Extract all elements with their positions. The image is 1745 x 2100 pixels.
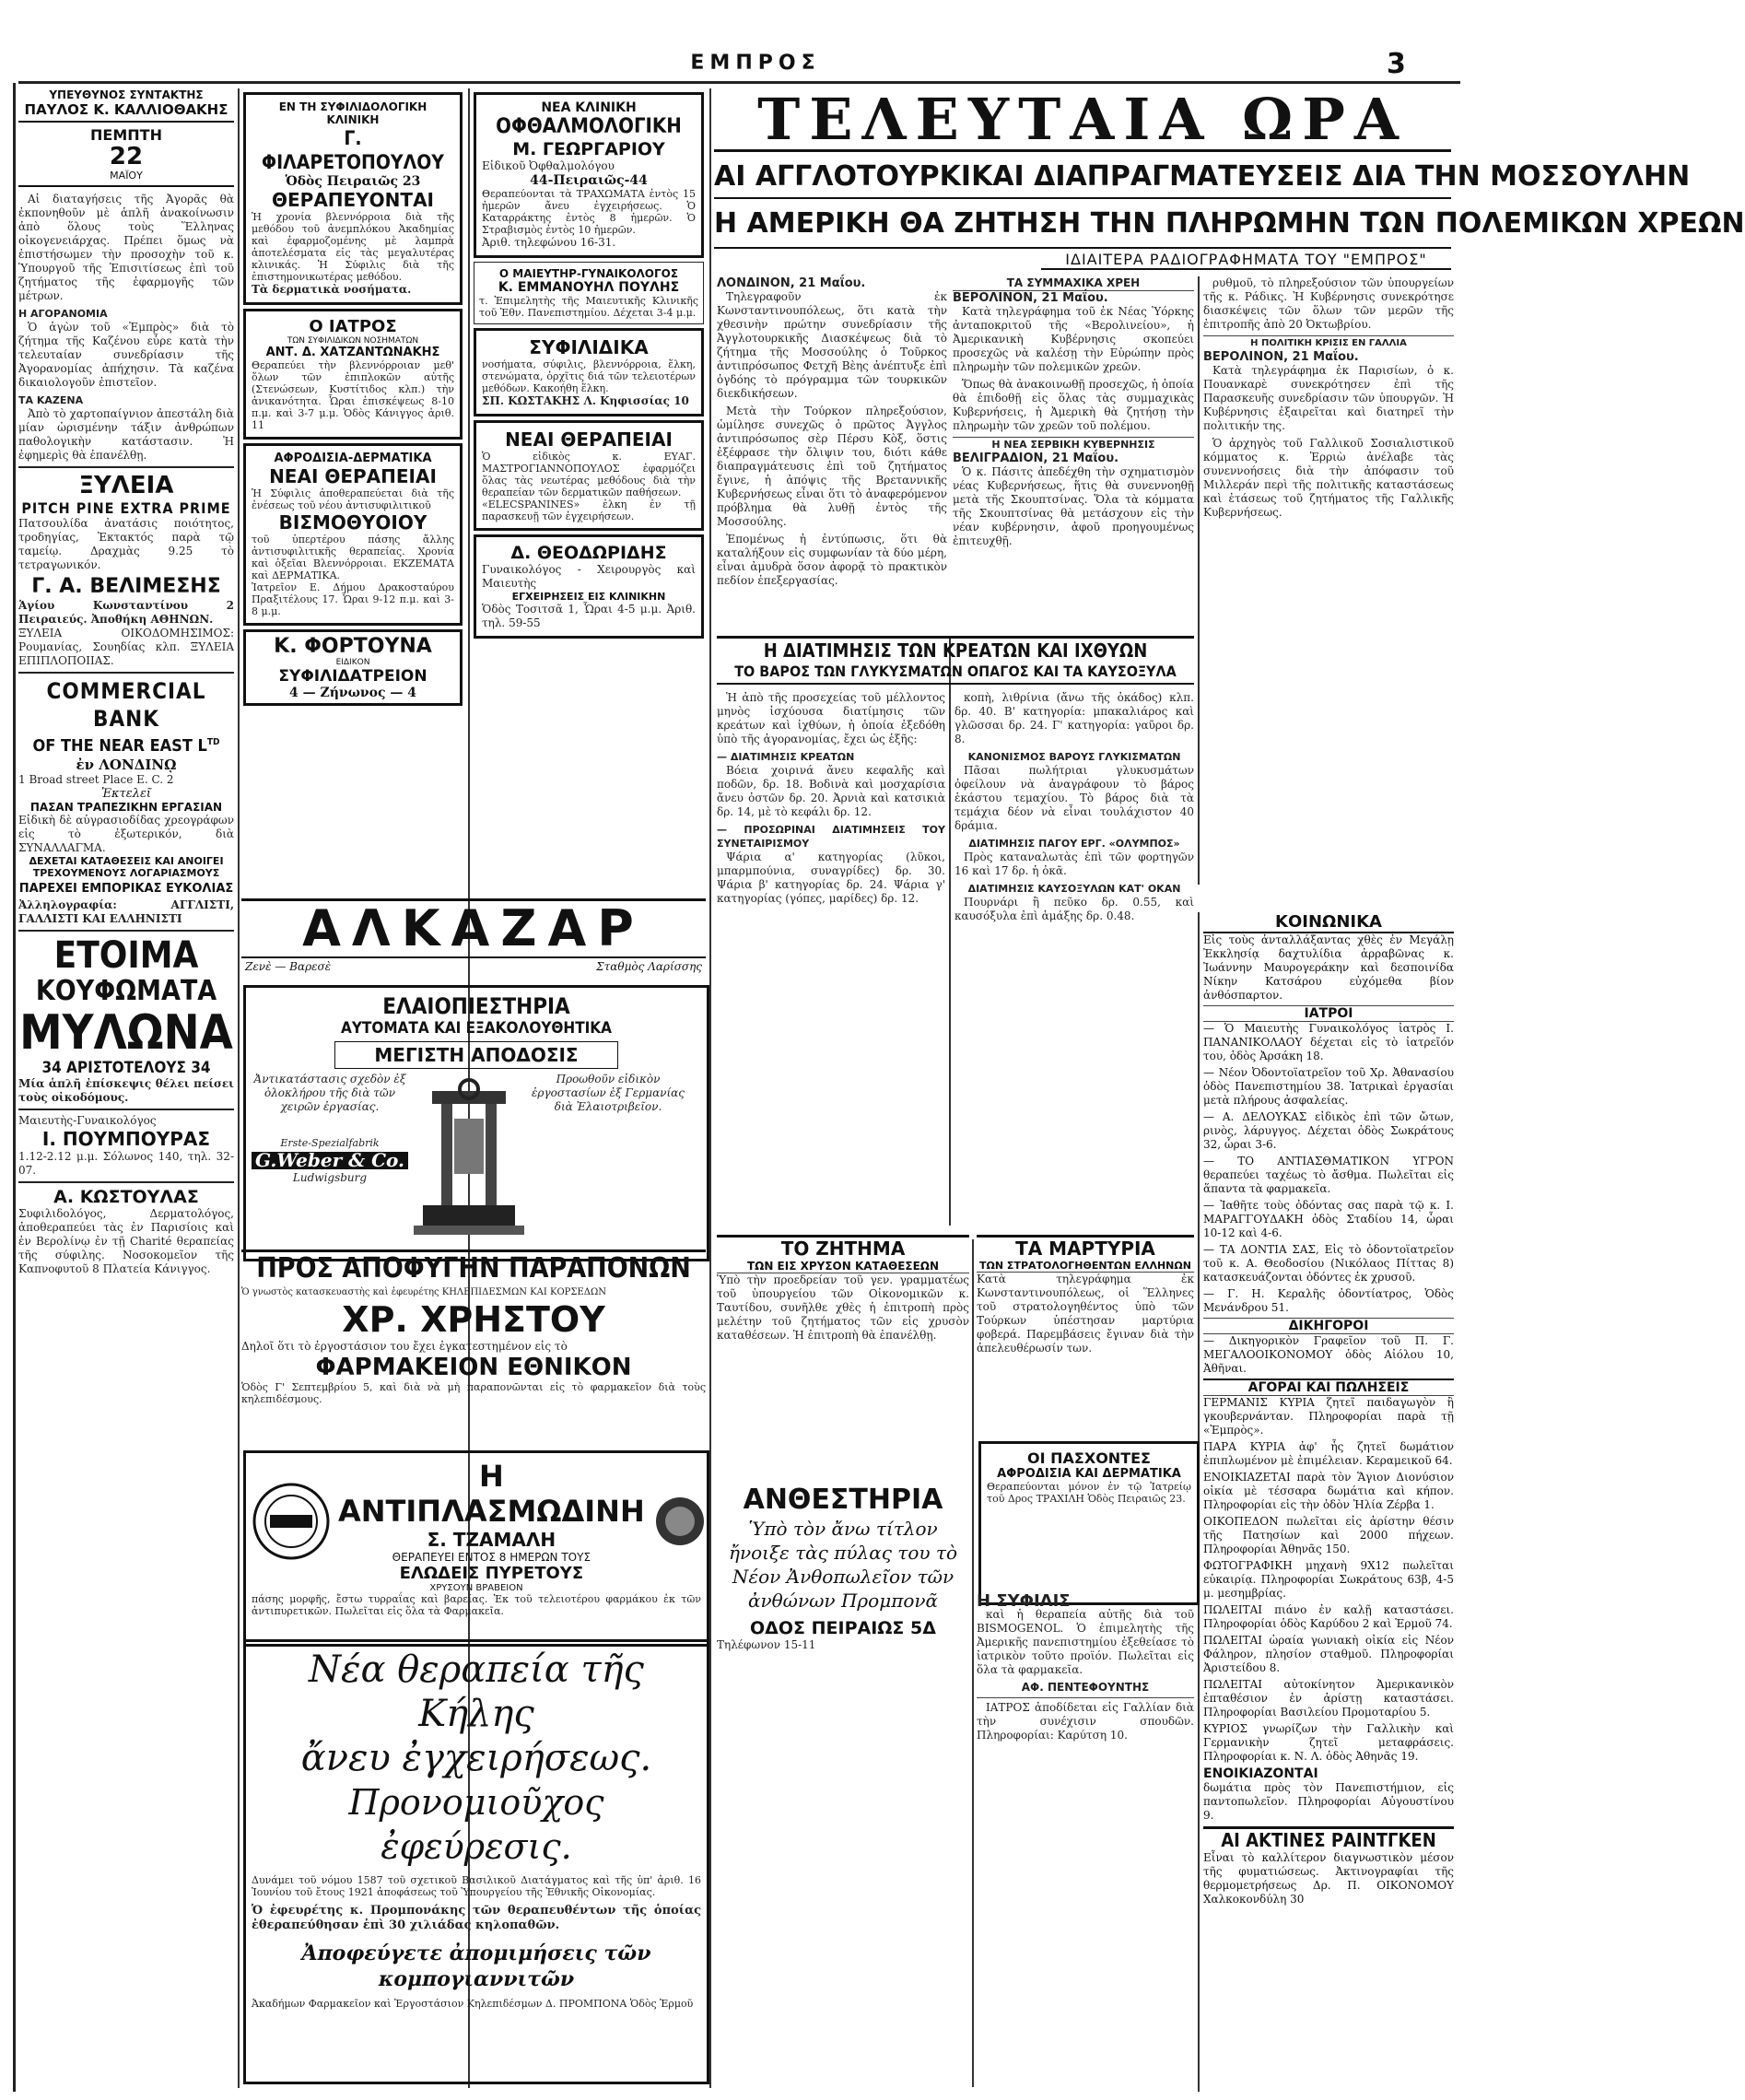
belimesis-text: ΞΥΛΕΙΑ ΟΙΚΟΔΟΜΗΣΙΜΟΣ: Ρουμανίας, Σουηδίας κλπ. ΞΥΛΕΙΑ ΕΠΙΠΛΟΠΟΙΙΑΣ.: [18, 627, 234, 667]
clinic-cure: ΘΕΡΑΠΕΥΟΝΤΑΙ: [272, 189, 434, 211]
aphrodisia-title: ΑΦΡΟΔΙΣΙΑ-ΔΕΡΜΑΤΙΚΑ: [274, 452, 432, 465]
market-listing: ΦΩΤΟΓΡΑΦΙΚΗ μηχανὴ 9Χ12 πωλεῖται εὐκαιρίᾳ. Πληροφορίαι Σωκράτους 63β, 4-5 μ. μεσημβρίας.: [1203, 1559, 1454, 1600]
article-paragraph: Ὁ ἀρχηγὸς τοῦ Γαλλικοῦ Σοσιαλιστικοῦ κόμματος κ. Ἐρριὼ ἀνέλαβε τὰς συνεννοήσεις διὰ τὴν ἀπόφασιν τοῦ Μιλλεράν περὶ τῆς πολιτικῆς καταστάσεως καὶ ἐτάσεως τοῦ ζητήματος τῆς Γαλλικῆς Κυβερνήσεως.: [1203, 437, 1454, 519]
ready-line-2: ΚΟΥΦΩΜΑΤΑ: [35, 975, 217, 1007]
rent-text: δωμάτια πρὸς τὸν Πανεπιστήμιον, εἰς παντοπωλεῖον. Πληροφορίαι Αὐγουστίνου 9.: [1203, 1781, 1454, 1822]
antiplasmodini-name: Σ. ΤΖΑΜΑΛΗ: [427, 1529, 556, 1551]
fortouna-address: 4 — Ζήνωνος — 4: [289, 686, 416, 700]
lawyers-title: ΔΙΚΗΓΟΡΟΙ: [1203, 1318, 1454, 1334]
aphrodisia-text: τοῦ ὑπερτέρου πάσης ἄλλης ἀντισυφιλιτικῆς θεραπείας. Χρονία καὶ ὀξεῖαι Βλεννόρροιαι. ΕΚΖΕΜΑΤΑ καὶ ΔΕΡΜΑΤΙΚΑ.: [252, 534, 454, 581]
aphrodisia-ad: [243, 443, 463, 626]
meat-subheading: — ΔΙΑΤΙΜΗΣΙΣ ΚΡΕΑΤΩΝ: [717, 751, 855, 763]
article-paragraph: Πᾶσαι πωλήτριαι γλυκυσμάτων ὀφείλουν νὰ ἀναγράφουν τὸ βάρος ἑκάστου τεμαχίου. Τὸ βάρος διὰ τὰ τεμάχια δέον νὰ εἶναι τουλάχιστον 40 δράμια.: [954, 764, 1194, 832]
theodoridis-address: Ὁδὸς Τοσιτσᾶ 1, Ὧραι 4-5 μ.μ. Ἀριθ. τηλ. 59-55: [482, 603, 696, 629]
meat-subtitle: ΤΟ ΒΑΡΟΣ ΤΩΝ ΓΛΥΚΥΣΜΑΤΩΝ ΟΠΑΓΟΣ ΚΑΙ ΤΑ ΚΑΥΣΟΞΥΛΑ: [717, 663, 1194, 685]
olive-city: Ludwigsburg: [292, 1171, 368, 1184]
alkazar-title: ΑΛΚΑΖΑΡ: [241, 898, 706, 958]
banner-headline-1: ΑΙ ΑΓΓΛΟΤΟΥΡΚΙΚΑΙ ΔΙΑΠΡΑΓΜΑΤΕΥΣΕΙΣ ΔΙΑ ΤΗΝ ΜΟΣΣΟΥΛΗΝ: [714, 157, 1451, 199]
divider: [18, 1109, 234, 1110]
banner-headline-2: Η ΑΜΕΡΙΚΗ ΘΑ ΖΗΤΗΣΗ ΤΗΝ ΠΛΗΡΩΜΗΝ ΤΩΝ ΠΟΛΕΜΙΚΩΝ ΧΡΕΩΝ: [714, 201, 1451, 249]
serb-title: Η ΝΕΑ ΣΕΡΒΙΚΗ ΚΥΒΕΡΝΗΣΙΣ: [953, 437, 1194, 452]
left-margin-rule: [13, 83, 16, 2092]
syphilis-article: [977, 1591, 1194, 2036]
eye-clinic-phone: Ἀριθ. τηλεφώνου 16-31.: [482, 236, 616, 249]
bank-correspondence: Ἀλληλογραφία: ΑΓΓΛΙΣΤΙ, ΓΑΛΛΙΣΤΙ ΚΑΙ ΕΛΛΗΝΙΣΤΙ: [18, 898, 234, 925]
sufferers-ad: [978, 1441, 1200, 1605]
market-listing: ΕΝΟΙΚΙΑΖΕΤΑΙ παρὰ τὸν Ἅγιον Διονύσιον οἰκία μὲ τέσσαρα δωμάτια καὶ κήπον. Πληροφορίαι εἰς τὴν ὁδὸν Ἠλία Ζέρβα 1.: [1203, 1471, 1454, 1511]
olive-left-text: [252, 1073, 408, 1185]
antiplasmodini-text: πάσης μορφῆς, ἔστω τυρραΐας καὶ βαρείας. Ἐκ τοῦ τελειοτέρου φαρμάκου ἐκ τῶν ἀντιπυρετικῶν. Πωλεῖται εἰς ὅλα τὰ Φαρμακεῖα.: [252, 1593, 701, 1617]
bank-of: OF THE: [32, 736, 94, 756]
hernia-ad: [243, 1639, 709, 2084]
aphrodisia-doctor: Ἰατρεῖον Ε. Δήμου Δρακοσταύρου Πραξιτέλους 17. Ὧραι 9-12 π.μ. καὶ 3-8 μ.μ.: [252, 581, 454, 617]
olive-press-ad: [243, 985, 709, 1261]
bank-credit: ΠΑΡΕΧΕΙ ΕΜΠΟΡΙΚΑΣ ΕΥΚΟΛΙΑΣ: [18, 882, 234, 896]
antiplasmodini-ad: [243, 1450, 709, 1647]
editor-name: ΠΑΥΛΟΣ Κ. ΚΑΛΛΙΟΘΑΚΗΣ: [18, 101, 234, 123]
column-rule-4a: [949, 636, 951, 1226]
clinic-address: Ὁδὸς Πειραιῶς 23: [285, 174, 421, 189]
fish-subheading: — ΠΡΟΣΩΡΙΝΑΙ ΔΙΑΤΙΜΗΣΕΙΣ ΤΟΥ ΣΥΝΕΤΑΙΡΙΣΜΟΥ: [717, 824, 945, 850]
fortouna-pub: ΕΙΔΙΚΟΝ: [335, 658, 370, 667]
hernia-avoid: Ἀποφεύγετε ἀπομιμήσεις τῶν κομπογιαννιτῶν: [301, 1942, 651, 1991]
ready-line-1: ΕΤΟΙΜΑ: [53, 934, 199, 977]
bank-city: ἐν ΛΟΝΔΙΝῼ: [76, 757, 177, 773]
olive-body: [252, 1073, 701, 1238]
column-rule-1: [238, 88, 240, 2088]
clinic-pre: ΕΝ ΤΗ ΣΥΦΙΛΙΔΟΛΟΓΙΚΗ ΚΛΙΝΙΚΗ: [278, 100, 427, 126]
social-text: Εἰς τοὺς ἀνταλλάξαντας χθὲς ἐν Μεγάλῃ Ἐκκλησίᾳ δαχτυλίδια ἀρραβῶνας κ. Ἰωάννην Μαυρογεράκην καὶ δεσποινίδα Νίκην Κατσάρου εὐχόμεθα βίον ἀνθόσπαρτον.: [1203, 933, 1454, 1002]
olive-press-machine-icon: [414, 1073, 524, 1238]
bank-region: [18, 733, 234, 757]
bank-ektele: Ἐκτελεῖ: [100, 787, 152, 801]
column-rule-4b: [972, 1239, 974, 2087]
article-paragraph: Τηλεγραφοῦν ἐκ Κωνσταντινουπόλεως, ὅτι κατὰ τὴν χθεσινὴν πρώτην συνεδρίασιν τῆς Ἀγγλοτουρκικῆς Διασκέψεως διὰ τὸ ζήτημα τῆς Μοσσούλης ὁ Τοῦρκος ἀντιπρόσωπος Φετχῆ Βὲης ἀνέπτυξε ἐπὶ ὀγδόης τὸ πρόγραμμα τῶν τουρκικῶν διεκδικήσεων.: [717, 290, 947, 400]
anthestiria-title: ΑΝΘΕΣΤΗΡΙΑ: [743, 1484, 943, 1516]
kostoulas-name: Α. ΚΩΣΤΟΥΛΑΣ: [53, 1187, 199, 1207]
belgrade-dateline: ΒΕΛΙΓΡΑΔΙΟΝ, 21 Μαΐου.: [953, 452, 1119, 465]
anthestiria-phone: Τηλέφωνον 15-11: [717, 1638, 816, 1651]
article-paragraph: Ὁ κ. Πάσιτς ἀπεδέχθη τὴν σχηματισμὸν νέας Κυβερνήσεως, ἥτις θὰ συνεννοηθῇ μετὰ τῆς Σκουπτσίνας. Ὅλα τὰ κόμματα τῆς Σκουπτσίνας θὰ μετάσχουν εἰς τὴν νέαν κυβέρνησιν, ἀφοῦ προηγουμένως ἐπιτευχθῇ.: [953, 465, 1194, 547]
antiplasmodini-fever: ΕΛΩΔΕΙΣ ΠΥΡΕΤΟΥΣ: [399, 1564, 584, 1583]
bank-name: COMMERCIAL BANK: [46, 678, 206, 732]
divider: [977, 1697, 1194, 1698]
iatros-text: Θεραπεύει τὴν βλεννόρροιαν μεθ' ὅλων τῶν ἐπιπλοκῶν αὐτῆς (Στενώσεων, Κυστίτιδος κλπ.) τὴν ἀνικανότητα. Ὧραι ἐπισκέψεως 8-10 π.μ. καὶ 3-7 μ.μ. Ὁδὸς Κάνιγγος ἀριθ. 11: [252, 359, 454, 431]
ice-subheading: ΔΙΑΤΙΜΗΣΙΣ ΠΑΓΟΥ ΕΡΓ. «ΟΛΥΜΠΟΣ»: [968, 838, 1180, 850]
syfilidika-ad: [474, 328, 704, 416]
poumbouras-hours: 1.12-2.12 μ.μ. Σόλωνος 140, τηλ. 32-07.: [18, 1150, 234, 1177]
bank-ltd: TD: [206, 737, 220, 747]
alkazar-subline: [241, 958, 706, 975]
market-listing: ΟΙΚΟΠΕΔΟΝ πωλεῖται εἰς ἀρίστην θέσιν τῆς Πατησίων καὶ 2000 πήχεων. Πληροφορίαι Ἀθηνᾶς 150.: [1203, 1515, 1454, 1555]
new-therapies-foot: «ELECSPANINES» ἐλκη ἐν τῇ παρασκευῇ τῶν ἐγχειρήσεων.: [482, 499, 696, 522]
meat-right-column: [954, 691, 1194, 1221]
bank-deposits: ΔΕΧΕΤΑΙ ΚΑΤΑΘΕΣΕΙΣ ΚΑΙ ΑΝΟΙΓΕΙ ΤΡΕΧΟΥΜΕΝΟΥΣ ΛΟΓΑΡΙΑΣΜΟΥΣ: [29, 855, 224, 879]
sufferers-text: Θεραπεύονται μόνον ἐν τῷ Ἰατρείῳ τοῦ Δρος ΤΡΑΧΙΛΗ Ὁδὸς Πειραιῶς 23.: [987, 1481, 1191, 1505]
market-listing: ΚΥΡΙΟΣ γνωρίζων τὴν Γαλλικὴν καὶ Γερμανικὴν ζητεῖ μεταφράσεις. Πληροφορίαι κ. Ν. Λ. ὁδὸς Ἀθηνᾶς 19.: [1203, 1722, 1454, 1763]
article-paragraph: Πρὸς καταναλωτὰς ἐπὶ τῶν φορτηγῶν 16 καὶ 17 δρ. ἡ ὀκᾶ.: [954, 851, 1194, 877]
alkazar-left: Ζενὲ — Βαρεσὲ: [245, 960, 332, 973]
banner-subtitle: ΙΔΙΑΙΤΕΡΑ ΡΑΔΙΟΓΡΑΦΗΜΑΤΑ ΤΟΥ "ΕΜΠΡΟΣ": [1041, 251, 1451, 270]
kostoulas-text: Συφιλιδολόγος, Δερματολόγος, ἀποθεραπεύει τὰς ἐν Παρισίοις καὶ ἐν Βερολίνῳ ἐν τῇ Charité θεραπείας τῆς σύφιλης. Νοσοκομεῖον τῆς Καπνοφυτοῦ 8 Πλατεία Κάνιγγος.: [18, 1207, 234, 1275]
antiplasmodini-cure: ΘΕΡΑΠΕΥΕΙ ΕΝΤΟΣ 8 ΗΜΕΡΩΝ ΤΟΥΣ: [392, 1551, 591, 1564]
article-paragraph: Πουρνάρι ἢ πεῦκο δρ. 0.55, καὶ καυσόξυλα ἐπὶ ἁμάξης δρ. 0.48.: [954, 896, 1194, 922]
french-crisis-dispatch: [1203, 276, 1454, 885]
syfilidika-doctor: ΣΠ. ΚΩΣΤΑΚΗΣ Λ. Κηφισσίας 10: [482, 394, 689, 407]
sufferers-line-1: ΟΙ ΠΑΣΧΟΝΤΕΣ: [1027, 1449, 1151, 1467]
market-title: ΑΓΟΡΑΙ ΚΑΙ ΠΩΛΗΣΕΙΣ: [1203, 1378, 1454, 1396]
pine-ad-title: ΞΥΛΕΙΑ: [78, 472, 174, 499]
divider: [18, 930, 234, 932]
doctor-listing: — ΤΑ ΔΟΝΤΙΑ ΣΑΣ, Εἰς τὸ ὀδοντοϊατρεῖον τοῦ κ. Α. Θεοδοσίου (Νικόλαος Πίττας 8) κατασκευάζονται ὀδόντες ἐκ χρυσοῦ.: [1203, 1243, 1454, 1284]
clinic-filaretopoulou-ad: [243, 92, 463, 305]
syphilis-foot: ΑΦ. ΠΕΝΤΕΦΟΥΝΤΗΣ: [1021, 1681, 1150, 1694]
eye-clinic-address: 44-Πειραιῶς-44: [530, 173, 648, 188]
belimesis-name: Γ. Α. ΒΕΛΙΜΕΣΗΣ: [31, 575, 221, 598]
antiplasmodini-title: Η ΑΝΤΙΠΛΑΣΜΩΔΙΝΗ: [338, 1459, 645, 1529]
gyn-label: Ο ΜΑΙΕΥΤΗΡ-ΓΥΝΑΙΚΟΛΟΓΟΣ: [498, 267, 679, 280]
meat-title: Η ΔΙΑΤΙΜΗΣΙΣ ΤΩΝ ΚΡΕΑΤΩΝ ΚΑΙ ΙΧΘΥΩΝ: [763, 639, 1148, 662]
new-therapies-text: Ὁ εἰδικὸς κ. ΕΥΑΓ. ΜΑΣΤΡΟΓΙΑΝΝΟΠΟΥΛΟΣ ἐφαρμόζει ὅλας τὰς νεωτέρας μεθόδους διὰ τὴν θεραπείαν τῶν δερματικῶν παθήσεων.: [482, 451, 696, 499]
article-paragraph: ΙΑΤΡΟΣ ἀποδίδεται εἰς Γαλλίαν διὰ τὴν συνέχισιν σπουδῶν. Πληροφορίαι: Καρύτση 10.: [977, 1701, 1194, 1742]
gold-title: ΤΟ ΖΗΤΗΜΑ: [780, 1238, 906, 1260]
aphrodisia-drug: ΒΙΣΜΟΘΥΟΙΟΥ: [278, 511, 427, 534]
witness-title: ΤΑ ΜΑΡΤΥΡΙΑ: [1015, 1238, 1155, 1260]
column-1-article: [18, 193, 234, 463]
clinic-foot: Τὰ δερματικὰ νοσήματα.: [252, 283, 412, 296]
gold-deposits-article: [717, 1235, 969, 1462]
article-paragraph: Ὅπως θὰ ἀνακοινωθῇ προσεχῶς, ἡ ὁποία θὰ ἐπιδοθῇ εἰς ὅλας τὰς συμμαχικὰς Κυβερνήσεις, ἡ Ἀμερικὴ θὰ ζητήσῃ τὴν πληρωμὴν τῶν χρεῶν τοῦ πολέμου.: [953, 378, 1194, 432]
article-paragraph: Ἡ ἀπὸ τῆς προσεχείας τοῦ μέλλοντος μηνὸς ἰσχύουσα διατίμησις τῶν κρεάτων καὶ ἰχθύων, ἡ ὁποία ἐξεδόθη ὑπὸ τῆς ἀγορανομίας, ἔχει ὡς ἑξῆς:: [717, 691, 945, 745]
bank-near-east: NEAR EAST L: [99, 736, 207, 756]
doctor-listing: — Ἰαθῆτε τοὺς ὀδόντας σας παρὰ τῷ κ. Ι. ΜΑΡΑΓΓΟΥΔΑΚΗ ὁδὸς Σταδίου 14, ὧραι 10-12 καὶ 4-6.: [1203, 1199, 1454, 1239]
iatros-label: Ο ΙΑΤΡΟΣ: [309, 317, 397, 336]
divider: [18, 466, 234, 468]
berlin-dateline: ΒΕΡΟΛΙΝΟΝ, 21 Μαΐου.: [953, 291, 1108, 305]
belimesis-address: Ἁγίου Κωνσταντίνου 2 Πειραιεύς. Ἀποθήκη ΑΘΗΝΩΝ.: [18, 599, 234, 626]
antiplasmodini-titles: [338, 1459, 645, 1583]
meat-prices-article: [717, 636, 1194, 685]
anthestiria-ad: [717, 1484, 969, 1652]
aphrodisia-pre: Ἡ Σύφιλις ἀποθεραπεύεται διὰ τῆς ἐνέσεως τοῦ νέου ἀντισυφιλιτικοῦ: [252, 487, 454, 511]
iatros-name: ΑΝΤ. Δ. ΧΑΤΖΑΝΤΩΝΑΚΗΣ: [265, 346, 440, 359]
article-paragraph: Ἐπομένως ἡ ἐντύπωσις, ὅτι θὰ καταλήξουν εἰς συμφωνίαν τὰ δύο μέρη, εἶναι ἀμυδρὰ ὅσον ἀφορᾷ τὸ πρακτικὸν πεδίον ἐπεξεργασίας.: [717, 533, 947, 587]
top-rule: [18, 81, 1460, 84]
medal-icon: [652, 1494, 708, 1549]
clinic-name: Γ. ΦΙΛΑΡΕΤΟΠΟΥΛΟΥ: [262, 127, 444, 173]
column-rule-5: [1198, 276, 1200, 885]
london-dateline: ΛΟΝΔΙΝΟΝ, 21 Μαΐου.: [717, 276, 866, 290]
bank-address: 1 Broad street Place E. C. 2: [18, 773, 174, 786]
olive-brand-small: Erste-Spezialfabrik: [280, 1137, 380, 1149]
rent-title: ΕΝΟΙΚΙΑΖΟΝΤΑΙ: [1203, 1766, 1318, 1781]
eye-clinic-text: Θεραπεύονται τὰ ΤΡΑΧΩΜΑΤΑ ἐντὸς 15 ἡμερῶν ἄνευ ἐγχειρήσεως. Ὁ Καταρράκτης ἐντὸς 8 ἡμερῶν. Ὁ Στραβισμὸς ἐντὸς 10 ἡμερῶν.: [482, 188, 696, 236]
bank-note: Εἰδικὴ δὲ αὐγρασιοδίδας χρεογράφων εἰς τὸ ἐξωτερικόν, διὰ ΣΥΝΑΛΛΑΓΜΑ.: [18, 814, 234, 854]
article-paragraph: Κατὰ τηλεγράφημα τοῦ ἐκ Νέας Ὑόρκης ἀνταποκριτοῦ τῆς «Βερολινείου», ἡ Ἀμερικανικὴ Κυβέρνησις σκοπεύει προσεχῶς νὰ καλέσῃ τὴν Εὐρώπην πρὸς πληρωμὴν τῶν πολεμικῶν χρεῶν.: [953, 305, 1194, 373]
antiplasmodini-award: ΧΡΥΣΟΥΝ ΒΡΑΒΕΙΟΝ: [429, 1583, 523, 1593]
complaints-text: Δηλοῖ ὅτι τὸ ἐργοστάσιον του ἔχει ἐγκατεστημένον εἰς τὸ: [241, 1340, 568, 1353]
ready-note: Μία ἁπλῆ ἐπίσκεψις θέλει πείσει τοὺς οἰκοδόμους.: [18, 1077, 234, 1104]
xray-text: Εἶναι τὸ καλλίτερον διαγνωστικὸν μέσον τῆς φυματιώσεως. Ἀκτινογραφίαι τῆς θερμομετρήσεως Δρ. Π. ΟΙΚΟΝΟΜΟΥ Χαλκοκονδύλη 30: [1203, 1851, 1454, 1906]
doctor-listing: — ΤΟ ΑΝΤΙΑΣΘΜΑΤΙΚΟΝ ΥΓΡΟΝ θεραπεύει ταχέως τὸ ἄσθμα. Πωλεῖται εἰς ἅπαντα τὰ φαρμακεῖα.: [1203, 1155, 1454, 1195]
column-1: [18, 88, 234, 2089]
complaints-ad: [241, 1249, 706, 1405]
kazena-subheading: ΤΑ ΚΑΖΕΝΑ: [18, 394, 84, 406]
new-therapies-title: ΝΕΑΙ ΘΕΡΑΠΕΙΑΙ: [505, 428, 673, 451]
column-3: [472, 88, 706, 927]
social-title: ΚΟΙΝΩΝΙΚΑ: [1203, 912, 1454, 933]
fortouna-sub: ΣΥΦΙΛΙΔΑΤΡΕΙΟΝ: [278, 667, 427, 686]
eye-clinic-ad: [474, 92, 704, 258]
poumbouras-name: Ι. ΠΟΥΜΠΟΥΡΑΣ: [41, 1128, 211, 1150]
olive-title: ΕΛΑΙΟΠΙΕΣΤΗΡΙΑ: [382, 993, 570, 1019]
eye-clinic-type: ΟΦΘΑΛΜΟΛΟΓΙΚΗ: [496, 115, 682, 138]
pine-ad-subtitle: PITCH PINE EXTRA PRIME: [21, 499, 231, 517]
ready-line-3: ΜΥΛΩΝΑ: [19, 1005, 233, 1061]
market-listing: ΠΑΡΑ ΚΥΡΙΑ ἀφ' ἧς ζητεῖ δωμάτιον ἐπιπλωμένον μὲ ἐπιμέλειαν. Κεραμεικοῦ 64.: [1203, 1440, 1454, 1467]
hernia-line-3: Προνομιοῦχος ἐφεύρεσις.: [348, 1782, 604, 1867]
alkazar-ad: [241, 898, 706, 975]
pine-ad-text: Πατσουλίδα ἀνατάσις ποιότητος, τροδηγίας, Ἐκτακτός παρὰ τῷ ταμείῳ. Δραχμὰς 9.25 τὸ τετραγωνικόν.: [18, 517, 234, 571]
syfilidika-title: ΣΥΦΙΛΙΔΙΚΑ: [529, 336, 649, 358]
hernia-line-2: ἄνευ ἐγχειρήσεως.: [300, 1737, 652, 1779]
eye-clinic-name: Μ. ΓΕΩΡΓΑΡΙΟΥ: [512, 139, 665, 159]
issue-day: ΠΕΜΠΤΗ: [90, 126, 162, 144]
allied-title: ΤΑ ΣΥΜΜΑΧΙΚΑ ΧΡΕΗ: [953, 276, 1194, 291]
olive-yield: ΜΕΓΙΣΤΗ ΑΠΟΔΟΣΙΣ: [334, 1041, 618, 1069]
trademark-seal-icon: [252, 1482, 331, 1561]
theodoridis-clinic: ΕΓΧΕΙΡΗΣΕΙΣ ΕΙΣ ΚΛΙΝΙΚΗΝ: [511, 591, 666, 603]
gold-subtitle: ΤΩΝ ΕΙΣ ΧΡΥΣΟΝ ΚΑΤΑΘΕΣΕΩΝ: [717, 1260, 969, 1273]
market-listing: ΠΩΛΕΙΤΑΙ πιάνο ἐν καλῇ καταστάσει. Πληροφορίαι ὁδὸς Καρύδου 2 καὶ Ἑρμοῦ 74.: [1203, 1603, 1454, 1630]
market-listing: ΠΩΛΕΙΤΑΙ ὡραία γωνιακὴ οἰκία εἰς Νέον Φάληρον, πλησίον σταθμοῦ. Πληροφορίαι Ἀριστείδου 8.: [1203, 1634, 1454, 1674]
pharmacy-title: ΦΑΡΜΑΚΕΙΟΝ ΕΘΝΙΚΟΝ: [315, 1354, 632, 1381]
witness-article: [977, 1235, 1194, 1411]
masthead-title: ΕΜΠΡΟΣ: [690, 52, 821, 75]
poumbouras-label: Μαιευτὴς-Γυναικολόγος: [18, 1114, 157, 1127]
article-paragraph: Ψάρια α' κατηγορίας (λῦκοι, μπαρμπούνια, συναγρίδες) δρ. 30. Ψάρια β' κατηγορίας δρ. 24. Ψάρια γ' κατηγορίας (γόπες, μαρίδες) δρ. 12.: [717, 851, 945, 905]
hernia-text: Δυνάμει τοῦ νόμου 1587 τοῦ σχετικοῦ Βασιλικοῦ Διατάγματος καὶ τῆς ὑπ' ἀριθ. 16 Ἰουνίου τοῦ ἔτους 1921 ἀποφάσεως τοῦ Ὑπουργείου τῆς Ἐθνικῆς Οἰκονομίας.: [252, 1874, 701, 1898]
market-listing: ΠΩΛΕΙΤΑΙ αὐτοκίνητον Ἀμερικανικὸν ἐπταθέσιον ἐν ἀρίστῃ καταστάσει. Πληροφορίαι Βασιλείου Προμοταρίου 5.: [1203, 1678, 1454, 1719]
iatros-sub: ΤΩΝ ΣΥΦΙΛΙΔΙΚΩΝ ΝΟΣΗΜΑΤΩΝ: [287, 336, 419, 346]
complaints-title: ΠΡΟΣ ΑΠΟΦΥΓΗΝ ΠΑΡΑΠΟΝΩΝ: [241, 1249, 706, 1285]
issue-date: 22: [109, 143, 144, 170]
aphrodisia-new: ΝΕΑΙ ΘΕΡΑΠΕΙΑΙ: [269, 465, 437, 487]
xray-title: ΑΙ ΑΚΤΙΝΕΣ ΡΑΙΝΤΓΚΕΝ: [1203, 1826, 1454, 1851]
bank-services: ΠΑΣΑΝ ΤΡΑΠΕΖΙΚΗΝ ΕΡΓΑΣΙΑΝ: [29, 801, 223, 814]
hernia-inventor: Ὁ ἐφευρέτης κ. Προμπονάκης τῶν θεραπευθέντων τῆς ὁποίας ἐθεραπεύθησαν ἐπὶ 30 χιλιάδας κηλοπαθῶν.: [252, 1904, 701, 1932]
syphilis-title: Η ΣΥΦΙΛΙΣ: [977, 1591, 1071, 1611]
doctor-listing: — Ὁ Μαιευτὴς Γυναικολόγος ἰατρὸς Ι. ΠΑΝΑΝΙΚΟΛΑΟΥ δέχεται εἰς τὸ ἰατρεῖόν του, ὁδὸς Ἀρσάκη 18.: [1203, 1022, 1454, 1062]
issue-month: ΜΑΪΟΥ: [18, 170, 234, 187]
london-dispatch: [717, 276, 947, 627]
gyn-text: τ. Ἐπιμελητὴς τῆς Μαιευτικῆς Κλινικῆς τοῦ Ἐθν. Πανεπιστημίου. Δέχεται 3-4 μ.μ.: [479, 295, 698, 319]
doctor-listing: — Νέον Ὀδοντοϊατρεῖον τοῦ Χρ. Ἀθανασίου ὁδὸς Πανεπιστημίου 38. Ἰατρικαὶ ἐργασίαι μετὰ πλήρους ἀσφαλείας.: [1203, 1066, 1454, 1107]
agora-subheading: Η ΑΓΟΡΑΝΟΜΙΑ: [18, 308, 108, 320]
market-listing: ΓΕΡΜΑΝΙΣ ΚΥΡΙΑ ζητεῖ παιδαγωγὸν ἢ γκουβερνάνταν. Πληροφορίαι παρὰ τῇ «Ἐμπρὸς».: [1203, 1396, 1454, 1437]
article-paragraph: Μετὰ τὴν Τούρκον πληρεξούσιον, ὡμίλησε συνεχῶς ὁ πρῶτος Ἀγγλος ἀντιπρόσωπος σὲρ Πέρσυ Κὸξ, ὅστις ἐξέφρασε τὴν ὄλιψιν του, διότι κάθε διαπραγμάτευσις ἐπὶ τοῦ ζητήματος ἔγινε, ἡ ἀπόψις τῆς Βρεταννικῆς Κυβερνήσεως εἶναι ὅτι τὸ ἀναφερόμενον πρόβλημα θὰ λυθῇ ἐντὸς τῆς Μοσσούλης.: [717, 405, 947, 528]
complaints-name: ΧΡ. ΧΡΗΣΤΟΥ: [342, 1299, 605, 1340]
doctors-title: ΙΑΤΡΟΙ: [1203, 1005, 1454, 1022]
iatros-ad: [243, 309, 463, 440]
olive-right: Προωθοῦν εἰδικὸν ἐργοστασίων ἐξ Γερμανίας διὰ Ἐλαιοτριβεῖον.: [531, 1073, 685, 1113]
article-paragraph: καὶ ἡ θεραπεία αὐτῆς διὰ τοῦ BISMOGENOL. Ὁ ἐπιμελητὴς τῆς Ἀμερικῆς πανεπιστημίου ἐξεθείασε τὸ ἰατρικὸν τοῦτο προϊόν. Πωλεῖται εἰς ὅλα τὰ φαρμακεῖα.: [977, 1608, 1194, 1676]
witness-text: Κατὰ τηλεγράφημα ἐκ Κωνσταντινουπόλεως, οἱ Ἕλληνες τοῦ στρατολογηθέντος ὑπὸ τῶν Τούρκων ὑπέστησαν μαρτύρια φοβερά. Παρεμβάσεις ἔγιναν διὰ τὴν ἀπελευθέρωσίν των.: [977, 1273, 1194, 1355]
article-paragraph: Αἱ διαταγήσεις τῆς Ἀγορᾶς θὰ ἐκπονηθοῦν μὲ ἁπλῆ ἀνακοίνωσιν ἀπὸ ὅλους τοὺς Ἕλληνας οἰκογενειάρχας. Πρέπει ὅμως νὰ ἐπιστήσωμεν τὴν προσοχὴν τοῦ κ. Ὑπουργοῦ τῆς Ἐπισιτίσεως ἐπὶ τοῦ ζητήματος τῆς ἐφαρμογῆς τῶν μέτρων.: [18, 193, 234, 302]
article-paragraph: κοπὴ, λιθρίνια (ἄνω τῆς ὀκάδος) κλπ. δρ. 40. Β' κατηγορία: μπακαλιάρος καὶ γλῶσσαι δρ. 24. Γ' κατηγορία: γαῦροι δρ. 8.: [954, 691, 1194, 745]
hernia-foot: Ἀκαδήμων Φαρμακεῖον καὶ Ἐργοστάσιον Κηλεπιδέσμων Δ. ΠΡΟΜΠΟΝΑ Ὁδὸς Ἑρμοῦ: [252, 1998, 694, 2010]
classifieds-column: [1203, 912, 1454, 2082]
theodoridis-ad: [474, 534, 704, 639]
clinic-text: Ἡ χρονία βλεννόρροια διὰ τῆς μεθόδου τοῦ ἀνεμπλόκου Ἀκαδημίας καὶ ἐφαρμοζομένης μὲ λαμπρὰ ἀποτελέσματα εἰς τὰς μεγαλυτέρας κλινικάς. Ἡ Σύφιλις διὰ τῆς ἐπιστημονικωτέρας μεθόδου.: [252, 211, 454, 283]
syfilidika-text: νοσήματα, σύφιλις, βλεννόρροια, ἕλκη, στενώματα, ὀρχῖτις διά τῶν τελειοτέρων μεθόδων. Κακοήθη ἕλκη.: [482, 358, 696, 394]
alkazar-right: Σταθμὸς Λαρίσσης: [596, 960, 702, 973]
allied-debts-dispatch: [953, 276, 1194, 631]
doctor-listing: — Γ. Η. Κεραλῆς ὀδοντίατρος, Ὁδὸς Μενάνδρου 51.: [1203, 1287, 1454, 1314]
doctor-listing: — Α. ΔΕΛΟΥΚΑΣ εἰδικὸς ἐπὶ τῶν ὤτων, ρινὸς, λάρυγγος. Δέχεται ὁδὸς Σωκράτους 32, ὧραι 3-6.: [1203, 1110, 1454, 1151]
new-therapies-ad: [474, 420, 704, 531]
olive-left: Ἀντικατάστασις σχεδὸν ἐξ ὁλοκλήρου τῆς διὰ τῶν χειρῶν ἐργασίας.: [253, 1073, 406, 1113]
divider: [18, 672, 234, 674]
antiplasmodini-header: [252, 1459, 701, 1583]
olive-brand: G.Weber & Co.: [252, 1152, 408, 1169]
hernia-line-1: Νέα θεραπεία τῆς Κήλης: [309, 1648, 644, 1735]
column-rule-3: [709, 88, 711, 2088]
page-number: 3: [1387, 48, 1406, 80]
anthestiria-text: Ὑπὸ τὸν ἄνω τίτλον ἤνοιξε τὰς πύλας του τὸ Νέον Ἀνθοπωλεῖον τῶν ἀνθώνων Προμπονᾶ: [728, 1518, 958, 1612]
anthestiria-address: ΟΔΟΣ ΠΕΙΡΑΙΩΣ 5Δ: [750, 1618, 936, 1638]
gynecologist-ad: [474, 262, 704, 324]
eye-clinic-doc: Εἰδικοῦ Ὀφθαλμολόγου: [482, 159, 615, 172]
crisis-dateline: ΒΕΡΟΛΙΝΟΝ, 21 Μαΐου.: [1203, 350, 1359, 364]
sweet-subheading: ΚΑΝΟΝΙΣΜΟΣ ΒΑΡΟΥΣ ΓΛΥΚΙΣΜΑΤΩΝ: [967, 751, 1181, 763]
theodoridis-name: Δ. ΘΕΟΔΩΡΙΔΗΣ: [510, 543, 667, 563]
witness-subtitle: ΤΩΝ ΣΤΡΑΤΟΛΟΓΗΘΕΝΤΩΝ ΕΛΛΗΝΩΝ: [977, 1260, 1194, 1273]
article-paragraph: ρυθμοῦ, τὸ πληρεξούσιον τῶν ὑπουργείων τῆς κ. Ράδικς. Ἡ Κυβέρνησις συνεκρότησε διασκέψεις τῶν ὅλων τῶν μερῶν τῆς ἐπιτροπῆς ἀπὸ 20 Ὀκτωβρίου.: [1203, 276, 1454, 331]
meat-left-column: [717, 691, 945, 1221]
wood-subheading: ΔΙΑΤΙΜΗΣΙΣ ΚΑΥΣΟΞΥΛΩΝ ΚΑΤ' ΟΚΑΝ: [967, 883, 1181, 895]
lawyer-listing: — Δικηγορικὸν Γραφεῖον τοῦ Π. Γ. ΜΕΓΑΛΟΟΙΚΟΝΟΜΟΥ ὁδὸς Αἰόλου 10, Ἀθῆναι.: [1203, 1334, 1454, 1375]
eye-clinic-new: ΝΕΑ ΚΛΙΝΙΚΗ: [541, 100, 637, 115]
fortouna-ad: [243, 629, 463, 706]
article-paragraph: Ἀπὸ τὸ χαρτοπαίγνιον ἀπεστάλη διὰ μίαν ὡρισμένην τάξιν ἀνθρώπων παθολογικὴν κατάστασιν. Ἡ ἐφημερὶς θὰ ἐπανέλθῃ.: [18, 407, 234, 462]
gold-text: Ὑπὸ τὴν προεδρείαν τοῦ γεν. γραμματέως τοῦ ὑπουργείου τῶν Οἰκονομικῶν κ. Ταυτίδου, συνῆλθε χθὲς ἡ ἐπιτροπὴ πρὸς μελέτην τοῦ ζητήματος τῶν εἰς χρυσὸν καταθέσεων. Ἡ ἐπιτροπὴ θὰ ἐπανέλθῃ.: [717, 1273, 969, 1342]
article-paragraph: Κατὰ τηλεγράφημα ἐκ Παρισίων, ὁ κ. Πουανκαρὲ συνεκρότησεν ἐπὶ τῆς Παρασκευῆς συνεδρίασιν τῶν ὑπουργῶν. Ἡ Κυβέρνησις ἐξαιρεῖται καὶ διατηρεῖ τὴν πολιτικήν της.: [1203, 364, 1454, 432]
theodoridis-sub: Γυναικολόγος - Χειρουργὸς καὶ Μαιευτὴς: [482, 563, 696, 590]
complaints-sub: Ὁ γνωστὸς κατασκευαστὴς καὶ ἐφευρέτης ΚΗΛΕΠΙΔΕΣΜΩΝ ΚΑΙ ΚΟΡΣΕΔΩΝ: [241, 1287, 607, 1297]
sufferers-line-2: ΑΦΡΟΔΙΣΙΑ ΚΑΙ ΔΕΡΜΑΤΙΚΑ: [997, 1467, 1181, 1481]
ready-address: 34 ΑΡΙΣΤΟΤΕΛΟΥΣ 34: [41, 1059, 211, 1077]
crisis-title: Η ΠΟΛΙΤΙΚΗ ΚΡΙΣΙΣ ΕΝ ΓΑΛΛΙΑ: [1203, 335, 1454, 350]
fortouna-name: Κ. ΦΟΡΤΟΥΝΑ: [274, 635, 432, 658]
article-paragraph: Ὁ ἀγὼν τοῦ «Ἐμπρὸς» διὰ τὸ ζήτημα τῆς Καζένου εὗρε κατὰ τὴν τελευταίαν συνεδρίασιν τῆς Ἀγορανομίας ἀπήχησιν. Τὰ καζένα δικαιολογοῦν ἐπιστεῖον.: [18, 321, 234, 389]
olive-subtitle: ΑΥΤΟΜΑΤΑ ΚΑΙ ΕΞΑΚΟΛΟΥΘΗΤΙΚΑ: [340, 1019, 612, 1038]
gyn-name: Κ. ΕΜΜΑΝΟΥΗΛ ΠΟΥΛΗΣ: [498, 280, 680, 295]
article-paragraph: Βόεια χοιρινά ἄνευ κεφαλῆς καὶ ποδῶν, δρ. 18. Βοδινὰ καὶ μοσχαρίσια ἄνευ ὀστῶν δρ. 20. Ἀρνιὰ καὶ κατσικιὰ δρ. 14, μὲ τὸ κεφάλι δρ. 12.: [717, 764, 945, 818]
editor-label: ΥΠΕΥΘΥΝΟΣ ΣΥΝΤΑΚΤΗΣ: [49, 88, 204, 101]
pharmacy-text: Ὁδὸς Γ' Σεπτεμβρίου 5, καὶ διὰ νὰ μὴ παραπονῶνται εἰς τὸ φαρμακεῖον διὰ τοὺς κηλεπιδέσμους.: [241, 1381, 706, 1405]
banner-title: ΤΕΛΕΥΤΑΙΑ ΩΡΑ: [714, 90, 1451, 152]
divider: [18, 1181, 234, 1183]
